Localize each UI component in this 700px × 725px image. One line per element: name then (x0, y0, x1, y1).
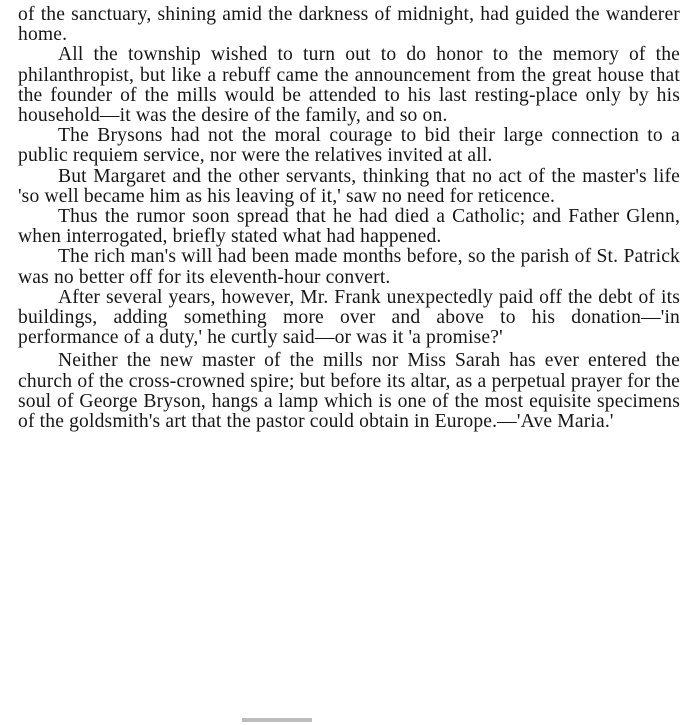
paragraph-will: The rich man's will had been made months before, so the parish of St. Patrick was no better off for its eleventh-hour convert. (18, 246, 680, 288)
paragraph-lamp: Neither the new master of the mills nor Miss Sarah has ever entered the church of the cross-crowned spire; but before its altar, as a perpetual prayer for the soul of George Bryson, hangs a lamp which is one of the most equisite specimens of the goldsmith's art that the pastor could obtain in Europe.—'Ave Maria.' (18, 350, 680, 433)
paragraph-mr-frank: After several years, however, Mr. Frank unexpectedly paid off the debt of its buildings, adding something more over and above to his donation—'in performance of a duty,' he curtly said—or was it 'a promise?' (18, 286, 680, 349)
article-column (18, 5, 680, 432)
paragraph-township: All the township wished to turn out to do honor to the memory of the philanthropist, but like a rebuff came the announcement from the great house that the founder of the mills would be attended to his last resting-place only by his household—it was the desire of the family, and so on. (18, 44, 680, 127)
paragraph-margaret: But Margaret and the other servants, thinking that no act of the master's life 'so well became him as his leaving of it,' saw no need for reticence. (18, 165, 680, 207)
paragraph-rumor: Thus the rumor soon spread that he had died a Catholic; and Father Glenn, when interrogated, briefly stated what had happened. (18, 206, 680, 248)
paragraph-brysons: The Brysons had not the moral courage to bid their large connection to a public requiem service, nor were the relatives invited at all. (18, 125, 680, 167)
page-bottom-rule (242, 718, 312, 722)
paragraph-continuation: of the sanctuary, shining amid the darkness of midnight, had guided the wanderer home. (18, 4, 680, 46)
